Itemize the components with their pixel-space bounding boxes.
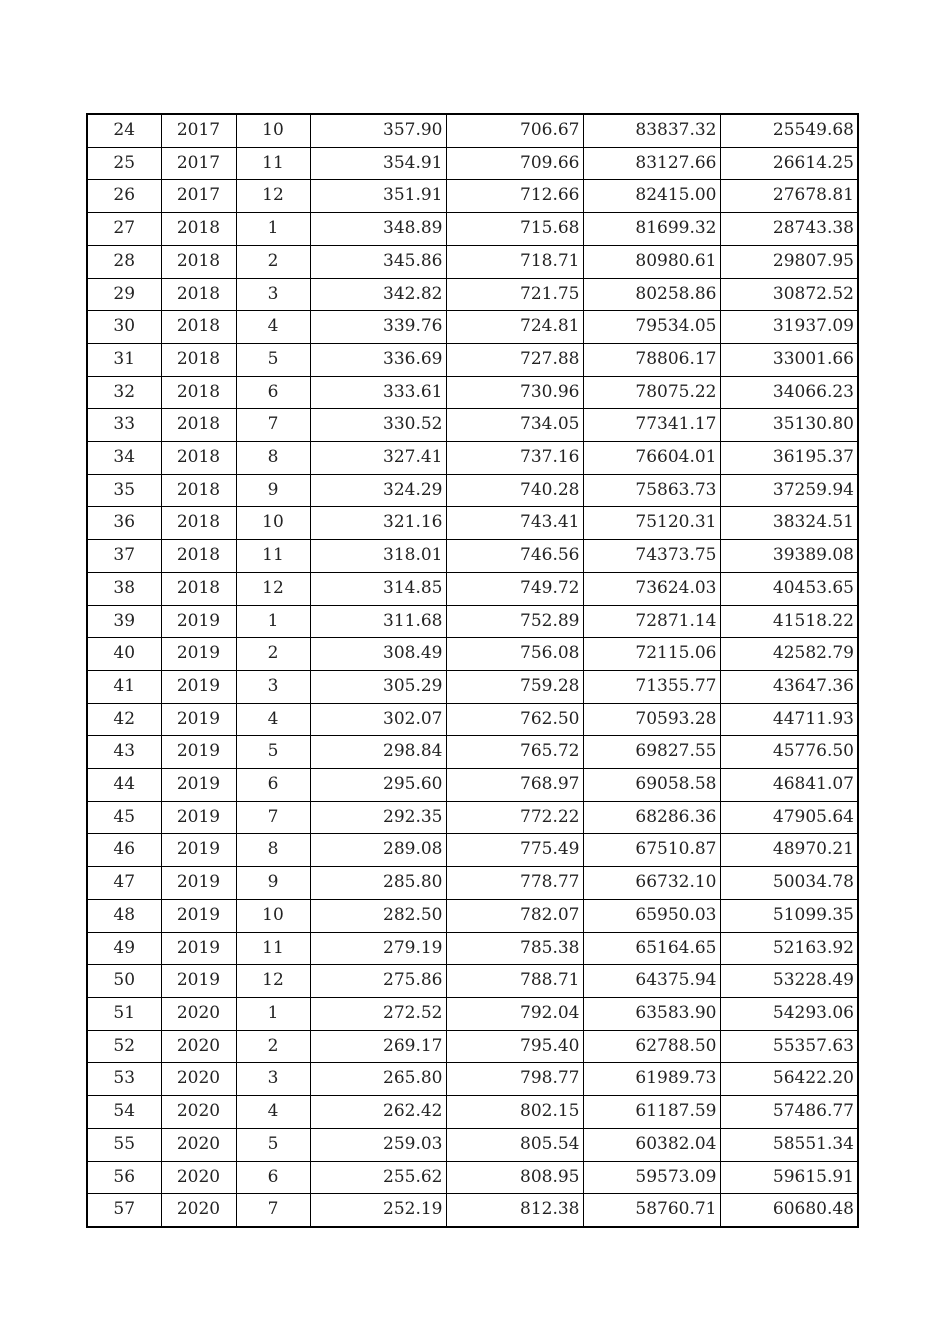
- month-cell: 4: [236, 311, 310, 344]
- table-row: [87, 442, 858, 475]
- balance-cell: 78806.17: [583, 343, 720, 376]
- interest-cell: 327.41: [310, 442, 446, 475]
- balance-cell: 66732.10: [583, 867, 720, 900]
- balance-cell: 80258.86: [583, 278, 720, 311]
- row-number-cell: 57: [87, 1194, 161, 1227]
- balance-cell: 78075.22: [583, 376, 720, 409]
- cumulative-cell: 60680.48: [720, 1194, 858, 1227]
- principal-cell: 762.50: [446, 703, 583, 736]
- principal-cell: 718.71: [446, 245, 583, 278]
- balance-cell: 71355.77: [583, 670, 720, 703]
- year-cell: 2019: [161, 769, 236, 802]
- row-number-cell: 30: [87, 311, 161, 344]
- cumulative-cell: 46841.07: [720, 769, 858, 802]
- month-cell: 7: [236, 1194, 310, 1227]
- month-cell: 9: [236, 867, 310, 900]
- year-cell: 2019: [161, 965, 236, 998]
- table-row: [87, 736, 858, 769]
- principal-cell: 798.77: [446, 1063, 583, 1096]
- cumulative-cell: 56422.20: [720, 1063, 858, 1096]
- row-number-cell: 47: [87, 867, 161, 900]
- year-cell: 2018: [161, 311, 236, 344]
- cumulative-cell: 42582.79: [720, 638, 858, 671]
- month-cell: 4: [236, 1096, 310, 1129]
- month-cell: 6: [236, 376, 310, 409]
- row-number-cell: 26: [87, 180, 161, 213]
- year-cell: 2017: [161, 147, 236, 180]
- year-cell: 2020: [161, 1030, 236, 1063]
- balance-cell: 69058.58: [583, 769, 720, 802]
- balance-cell: 74373.75: [583, 540, 720, 573]
- table-row: [87, 540, 858, 573]
- principal-cell: 712.66: [446, 180, 583, 213]
- month-cell: 11: [236, 540, 310, 573]
- table-row: [87, 605, 858, 638]
- interest-cell: 252.19: [310, 1194, 446, 1227]
- balance-cell: 67510.87: [583, 834, 720, 867]
- interest-cell: 292.35: [310, 801, 446, 834]
- cumulative-cell: 38324.51: [720, 507, 858, 540]
- principal-cell: 706.67: [446, 114, 583, 147]
- cumulative-cell: 55357.63: [720, 1030, 858, 1063]
- interest-cell: 302.07: [310, 703, 446, 736]
- row-number-cell: 51: [87, 997, 161, 1030]
- balance-cell: 63583.90: [583, 997, 720, 1030]
- row-number-cell: 31: [87, 343, 161, 376]
- balance-cell: 65164.65: [583, 932, 720, 965]
- balance-cell: 61187.59: [583, 1096, 720, 1129]
- balance-cell: 79534.05: [583, 311, 720, 344]
- interest-cell: 333.61: [310, 376, 446, 409]
- year-cell: 2019: [161, 736, 236, 769]
- interest-cell: 330.52: [310, 409, 446, 442]
- principal-cell: 715.68: [446, 213, 583, 246]
- cumulative-cell: 25549.68: [720, 114, 858, 147]
- month-cell: 1: [236, 213, 310, 246]
- cumulative-cell: 37259.94: [720, 474, 858, 507]
- balance-cell: 59573.09: [583, 1161, 720, 1194]
- principal-cell: 802.15: [446, 1096, 583, 1129]
- cumulative-cell: 41518.22: [720, 605, 858, 638]
- balance-cell: 62788.50: [583, 1030, 720, 1063]
- cumulative-cell: 34066.23: [720, 376, 858, 409]
- year-cell: 2017: [161, 114, 236, 147]
- row-number-cell: 46: [87, 834, 161, 867]
- principal-cell: 765.72: [446, 736, 583, 769]
- year-cell: 2018: [161, 245, 236, 278]
- balance-cell: 75863.73: [583, 474, 720, 507]
- principal-cell: 743.41: [446, 507, 583, 540]
- table-row: [87, 899, 858, 932]
- interest-cell: 262.42: [310, 1096, 446, 1129]
- payment-schedule-table: [86, 113, 859, 1228]
- cumulative-cell: 44711.93: [720, 703, 858, 736]
- month-cell: 3: [236, 278, 310, 311]
- month-cell: 10: [236, 114, 310, 147]
- table-row: [87, 278, 858, 311]
- balance-cell: 64375.94: [583, 965, 720, 998]
- row-number-cell: 37: [87, 540, 161, 573]
- month-cell: 12: [236, 572, 310, 605]
- balance-cell: 77341.17: [583, 409, 720, 442]
- principal-cell: 746.56: [446, 540, 583, 573]
- table-row: [87, 638, 858, 671]
- balance-cell: 61989.73: [583, 1063, 720, 1096]
- year-cell: 2020: [161, 1128, 236, 1161]
- row-number-cell: 34: [87, 442, 161, 475]
- cumulative-cell: 28743.38: [720, 213, 858, 246]
- row-number-cell: 53: [87, 1063, 161, 1096]
- interest-cell: 272.52: [310, 997, 446, 1030]
- table-row: [87, 801, 858, 834]
- month-cell: 2: [236, 245, 310, 278]
- interest-cell: 339.76: [310, 311, 446, 344]
- cumulative-cell: 35130.80: [720, 409, 858, 442]
- month-cell: 12: [236, 180, 310, 213]
- year-cell: 2019: [161, 605, 236, 638]
- row-number-cell: 24: [87, 114, 161, 147]
- table-row: [87, 1030, 858, 1063]
- interest-cell: 275.86: [310, 965, 446, 998]
- month-cell: 1: [236, 605, 310, 638]
- year-cell: 2018: [161, 474, 236, 507]
- month-cell: 3: [236, 670, 310, 703]
- interest-cell: 324.29: [310, 474, 446, 507]
- row-number-cell: 33: [87, 409, 161, 442]
- row-number-cell: 25: [87, 147, 161, 180]
- interest-cell: 269.17: [310, 1030, 446, 1063]
- interest-cell: 336.69: [310, 343, 446, 376]
- table-row: [87, 867, 858, 900]
- balance-cell: 81699.32: [583, 213, 720, 246]
- interest-cell: 285.80: [310, 867, 446, 900]
- cumulative-cell: 58551.34: [720, 1128, 858, 1161]
- table-row: [87, 343, 858, 376]
- row-number-cell: 41: [87, 670, 161, 703]
- cumulative-cell: 48970.21: [720, 834, 858, 867]
- row-number-cell: 50: [87, 965, 161, 998]
- principal-cell: 756.08: [446, 638, 583, 671]
- year-cell: 2018: [161, 376, 236, 409]
- principal-cell: 768.97: [446, 769, 583, 802]
- interest-cell: 282.50: [310, 899, 446, 932]
- balance-cell: 83127.66: [583, 147, 720, 180]
- interest-cell: 289.08: [310, 834, 446, 867]
- interest-cell: 345.86: [310, 245, 446, 278]
- balance-cell: 73624.03: [583, 572, 720, 605]
- cumulative-cell: 27678.81: [720, 180, 858, 213]
- month-cell: 5: [236, 343, 310, 376]
- month-cell: 8: [236, 834, 310, 867]
- balance-cell: 69827.55: [583, 736, 720, 769]
- row-number-cell: 32: [87, 376, 161, 409]
- row-number-cell: 45: [87, 801, 161, 834]
- principal-cell: 740.28: [446, 474, 583, 507]
- table-body: [87, 114, 858, 1227]
- cumulative-cell: 47905.64: [720, 801, 858, 834]
- principal-cell: 808.95: [446, 1161, 583, 1194]
- row-number-cell: 39: [87, 605, 161, 638]
- table-row: [87, 474, 858, 507]
- year-cell: 2020: [161, 1096, 236, 1129]
- interest-cell: 357.90: [310, 114, 446, 147]
- month-cell: 5: [236, 1128, 310, 1161]
- cumulative-cell: 52163.92: [720, 932, 858, 965]
- interest-cell: 279.19: [310, 932, 446, 965]
- table-row: [87, 409, 858, 442]
- cumulative-cell: 53228.49: [720, 965, 858, 998]
- month-cell: 5: [236, 736, 310, 769]
- cumulative-cell: 57486.77: [720, 1096, 858, 1129]
- principal-cell: 749.72: [446, 572, 583, 605]
- table-row: [87, 1096, 858, 1129]
- table-row: [87, 965, 858, 998]
- month-cell: 6: [236, 769, 310, 802]
- principal-cell: 792.04: [446, 997, 583, 1030]
- principal-cell: 721.75: [446, 278, 583, 311]
- month-cell: 11: [236, 147, 310, 180]
- balance-cell: 68286.36: [583, 801, 720, 834]
- cumulative-cell: 31937.09: [720, 311, 858, 344]
- month-cell: 6: [236, 1161, 310, 1194]
- month-cell: 3: [236, 1063, 310, 1096]
- year-cell: 2017: [161, 180, 236, 213]
- cumulative-cell: 45776.50: [720, 736, 858, 769]
- table-row: [87, 213, 858, 246]
- principal-cell: 785.38: [446, 932, 583, 965]
- balance-cell: 83837.32: [583, 114, 720, 147]
- table-row: [87, 997, 858, 1030]
- year-cell: 2019: [161, 932, 236, 965]
- interest-cell: 255.62: [310, 1161, 446, 1194]
- month-cell: 9: [236, 474, 310, 507]
- table-row: [87, 932, 858, 965]
- principal-cell: 752.89: [446, 605, 583, 638]
- year-cell: 2020: [161, 1194, 236, 1227]
- balance-cell: 65950.03: [583, 899, 720, 932]
- year-cell: 2020: [161, 1161, 236, 1194]
- year-cell: 2020: [161, 997, 236, 1030]
- balance-cell: 58760.71: [583, 1194, 720, 1227]
- table-row: [87, 1194, 858, 1227]
- year-cell: 2018: [161, 213, 236, 246]
- table-row: [87, 1161, 858, 1194]
- interest-cell: 308.49: [310, 638, 446, 671]
- row-number-cell: 54: [87, 1096, 161, 1129]
- table-row: [87, 834, 858, 867]
- month-cell: 12: [236, 965, 310, 998]
- year-cell: 2018: [161, 507, 236, 540]
- year-cell: 2018: [161, 442, 236, 475]
- row-number-cell: 55: [87, 1128, 161, 1161]
- month-cell: 7: [236, 409, 310, 442]
- table-row: [87, 245, 858, 278]
- year-cell: 2019: [161, 867, 236, 900]
- row-number-cell: 29: [87, 278, 161, 311]
- interest-cell: 348.89: [310, 213, 446, 246]
- row-number-cell: 27: [87, 213, 161, 246]
- year-cell: 2019: [161, 899, 236, 932]
- row-number-cell: 44: [87, 769, 161, 802]
- month-cell: 10: [236, 899, 310, 932]
- year-cell: 2019: [161, 834, 236, 867]
- table-row: [87, 769, 858, 802]
- cumulative-cell: 39389.08: [720, 540, 858, 573]
- balance-cell: 76604.01: [583, 442, 720, 475]
- cumulative-cell: 51099.35: [720, 899, 858, 932]
- interest-cell: 259.03: [310, 1128, 446, 1161]
- principal-cell: 759.28: [446, 670, 583, 703]
- principal-cell: 788.71: [446, 965, 583, 998]
- cumulative-cell: 29807.95: [720, 245, 858, 278]
- table-row: [87, 376, 858, 409]
- interest-cell: 295.60: [310, 769, 446, 802]
- table-row: [87, 311, 858, 344]
- month-cell: 8: [236, 442, 310, 475]
- balance-cell: 60382.04: [583, 1128, 720, 1161]
- interest-cell: 351.91: [310, 180, 446, 213]
- cumulative-cell: 59615.91: [720, 1161, 858, 1194]
- year-cell: 2018: [161, 540, 236, 573]
- principal-cell: 812.38: [446, 1194, 583, 1227]
- year-cell: 2019: [161, 703, 236, 736]
- year-cell: 2018: [161, 409, 236, 442]
- interest-cell: 321.16: [310, 507, 446, 540]
- table-row: [87, 114, 858, 147]
- month-cell: 1: [236, 997, 310, 1030]
- year-cell: 2018: [161, 572, 236, 605]
- cumulative-cell: 54293.06: [720, 997, 858, 1030]
- year-cell: 2020: [161, 1063, 236, 1096]
- table-row: [87, 507, 858, 540]
- row-number-cell: 48: [87, 899, 161, 932]
- table-row: [87, 572, 858, 605]
- balance-cell: 82415.00: [583, 180, 720, 213]
- row-number-cell: 42: [87, 703, 161, 736]
- year-cell: 2019: [161, 638, 236, 671]
- month-cell: 2: [236, 1030, 310, 1063]
- table-row: [87, 670, 858, 703]
- principal-cell: 709.66: [446, 147, 583, 180]
- balance-cell: 72871.14: [583, 605, 720, 638]
- principal-cell: 772.22: [446, 801, 583, 834]
- cumulative-cell: 33001.66: [720, 343, 858, 376]
- cumulative-cell: 43647.36: [720, 670, 858, 703]
- year-cell: 2018: [161, 278, 236, 311]
- table-row: [87, 1128, 858, 1161]
- month-cell: 10: [236, 507, 310, 540]
- month-cell: 2: [236, 638, 310, 671]
- table-row: [87, 180, 858, 213]
- interest-cell: 354.91: [310, 147, 446, 180]
- row-number-cell: 49: [87, 932, 161, 965]
- year-cell: 2019: [161, 670, 236, 703]
- row-number-cell: 52: [87, 1030, 161, 1063]
- balance-cell: 70593.28: [583, 703, 720, 736]
- principal-cell: 730.96: [446, 376, 583, 409]
- row-number-cell: 40: [87, 638, 161, 671]
- principal-cell: 782.07: [446, 899, 583, 932]
- year-cell: 2019: [161, 801, 236, 834]
- month-cell: 11: [236, 932, 310, 965]
- row-number-cell: 36: [87, 507, 161, 540]
- principal-cell: 727.88: [446, 343, 583, 376]
- month-cell: 4: [236, 703, 310, 736]
- row-number-cell: 38: [87, 572, 161, 605]
- balance-cell: 72115.06: [583, 638, 720, 671]
- interest-cell: 305.29: [310, 670, 446, 703]
- principal-cell: 795.40: [446, 1030, 583, 1063]
- interest-cell: 265.80: [310, 1063, 446, 1096]
- balance-cell: 80980.61: [583, 245, 720, 278]
- cumulative-cell: 26614.25: [720, 147, 858, 180]
- interest-cell: 342.82: [310, 278, 446, 311]
- month-cell: 7: [236, 801, 310, 834]
- table-row: [87, 1063, 858, 1096]
- principal-cell: 805.54: [446, 1128, 583, 1161]
- row-number-cell: 43: [87, 736, 161, 769]
- row-number-cell: 56: [87, 1161, 161, 1194]
- principal-cell: 778.77: [446, 867, 583, 900]
- principal-cell: 734.05: [446, 409, 583, 442]
- year-cell: 2018: [161, 343, 236, 376]
- principal-cell: 724.81: [446, 311, 583, 344]
- cumulative-cell: 36195.37: [720, 442, 858, 475]
- interest-cell: 298.84: [310, 736, 446, 769]
- principal-cell: 775.49: [446, 834, 583, 867]
- row-number-cell: 28: [87, 245, 161, 278]
- principal-cell: 737.16: [446, 442, 583, 475]
- row-number-cell: 35: [87, 474, 161, 507]
- cumulative-cell: 30872.52: [720, 278, 858, 311]
- table-row: [87, 703, 858, 736]
- interest-cell: 318.01: [310, 540, 446, 573]
- cumulative-cell: 40453.65: [720, 572, 858, 605]
- interest-cell: 314.85: [310, 572, 446, 605]
- interest-cell: 311.68: [310, 605, 446, 638]
- table-row: [87, 147, 858, 180]
- cumulative-cell: 50034.78: [720, 867, 858, 900]
- balance-cell: 75120.31: [583, 507, 720, 540]
